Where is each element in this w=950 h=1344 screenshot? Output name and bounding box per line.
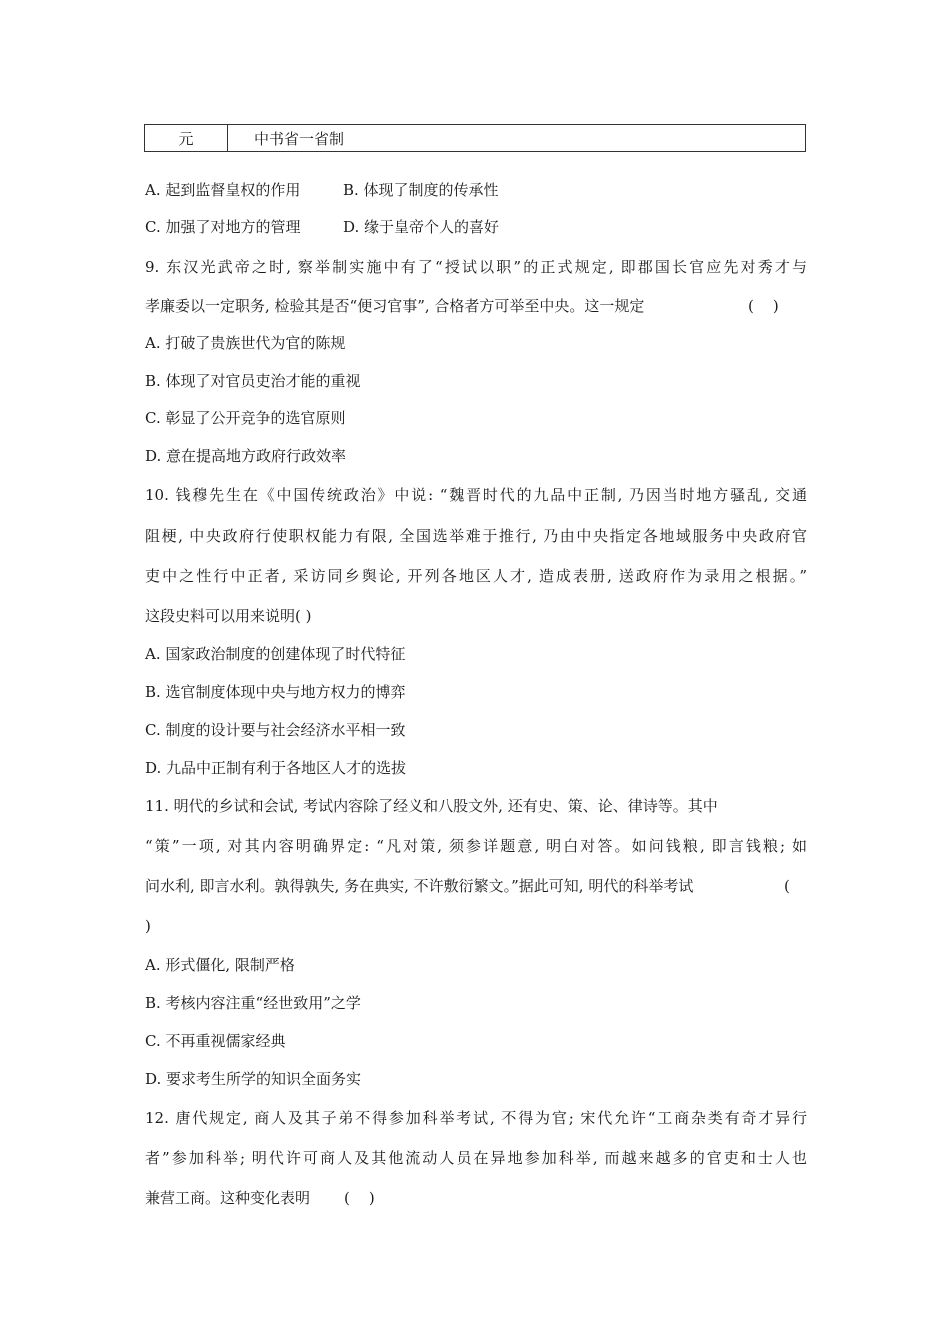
- q12-stem-line2: 者”参加科举; 明代许可商人及其他流动人员在异地参加科举, 而越来越多的官吏和士人也: [145, 1149, 807, 1167]
- q12-stem-line1: 12. 唐代规定, 商人及其子弟不得参加科举考试, 不得为官; 宋代允许“工商杂类有奇才异行: [145, 1109, 807, 1127]
- q8-option-a: A. 起到监督皇权的作用: [145, 181, 301, 199]
- q10-stem-line2: 阻梗, 中央政府行使职权能力有限, 全国选举难于推行, 乃由中央指定各地域服务中央政府官: [145, 527, 807, 545]
- q11-stem-line2: “策”一项, 对其内容明确界定: “凡对策, 须参详题意, 明白对答。如问钱粮, 即言钱粮; 如: [145, 837, 807, 855]
- q10-option-a: A. 国家政治制度的创建体现了时代特征: [145, 645, 406, 663]
- q12-answer-blank: ( ): [344, 1189, 375, 1207]
- q11-stem-line3: 问水利, 即言水利。孰得孰失, 务在典实, 不许敷衍繁文。”据此可知, 明代的科举考试: [145, 877, 694, 895]
- q11-option-a: A. 形式僵化, 限制严格: [145, 956, 295, 974]
- q10-option-b: B. 选官制度体现中央与地方权力的博弈: [145, 683, 406, 701]
- q9-option-d: D. 意在提高地方政府行政效率: [145, 447, 347, 465]
- q11-option-c: C. 不再重视儒家经典: [145, 1032, 286, 1050]
- q9-stem-line1: 9. 东汉光武帝之时, 察举制实施中有了“授试以职”的正式规定, 即郡国长官应先对秀才与: [145, 258, 807, 276]
- table-row: [145, 125, 806, 152]
- q11-answer-blank-close: ): [145, 917, 151, 935]
- q8-options-row1: [145, 180, 499, 200]
- q10-stem-line4: 这段史料可以用来说明( ): [145, 607, 312, 625]
- q8-options-row2: [145, 217, 500, 237]
- q11-stem-line1: 11. 明代的乡试和会试, 考试内容除了经义和八股文外, 还有史、策、论、律诗等。其中: [145, 797, 718, 815]
- q10-option-d: D. 九品中正制有利于各地区人才的选拔: [145, 759, 407, 777]
- q10-stem-line1: 10. 钱穆先生在《中国传统政治》中说: “魏晋时代的九品中正制, 乃因当时地方骚乱, 交通: [145, 486, 807, 504]
- q9-answer-blank: ( ): [748, 297, 779, 315]
- q8-option-c: C. 加强了对地方的管理: [145, 218, 301, 236]
- q9-option-b: B. 体现了对官员吏治才能的重视: [145, 372, 361, 390]
- q9-option-c: C. 彰显了公开竞争的选官原则: [145, 409, 346, 427]
- table-cell-system: 中书省一省制: [228, 125, 806, 152]
- q9-option-a: A. 打破了贵族世代为官的陈规: [145, 334, 346, 352]
- q11-answer-blank-open: (: [784, 877, 790, 895]
- dynasty-table: [144, 124, 806, 152]
- q11-option-d: D. 要求考生所学的知识全面务实: [145, 1070, 362, 1088]
- q8-option-d: D. 缘于皇帝个人的喜好: [343, 218, 500, 236]
- q11-option-b: B. 考核内容注重“经世致用”之学: [145, 994, 361, 1012]
- q8-option-b: B. 体现了制度的传承性: [343, 181, 499, 199]
- table-cell-dynasty: 元: [145, 125, 228, 152]
- q12-stem-line3: 兼营工商。这种变化表明: [145, 1189, 311, 1207]
- q10-stem-line3: 吏中之性行中正者, 采访同乡舆论, 开列各地区人才, 造成表册, 送政府作为录用之根据。”: [145, 567, 807, 585]
- q10-option-c: C. 制度的设计要与社会经济水平相一致: [145, 721, 406, 739]
- q9-stem-line2: 孝廉委以一定职务, 检验其是否“便习官事”, 合格者方可举至中央。这一规定: [145, 297, 645, 315]
